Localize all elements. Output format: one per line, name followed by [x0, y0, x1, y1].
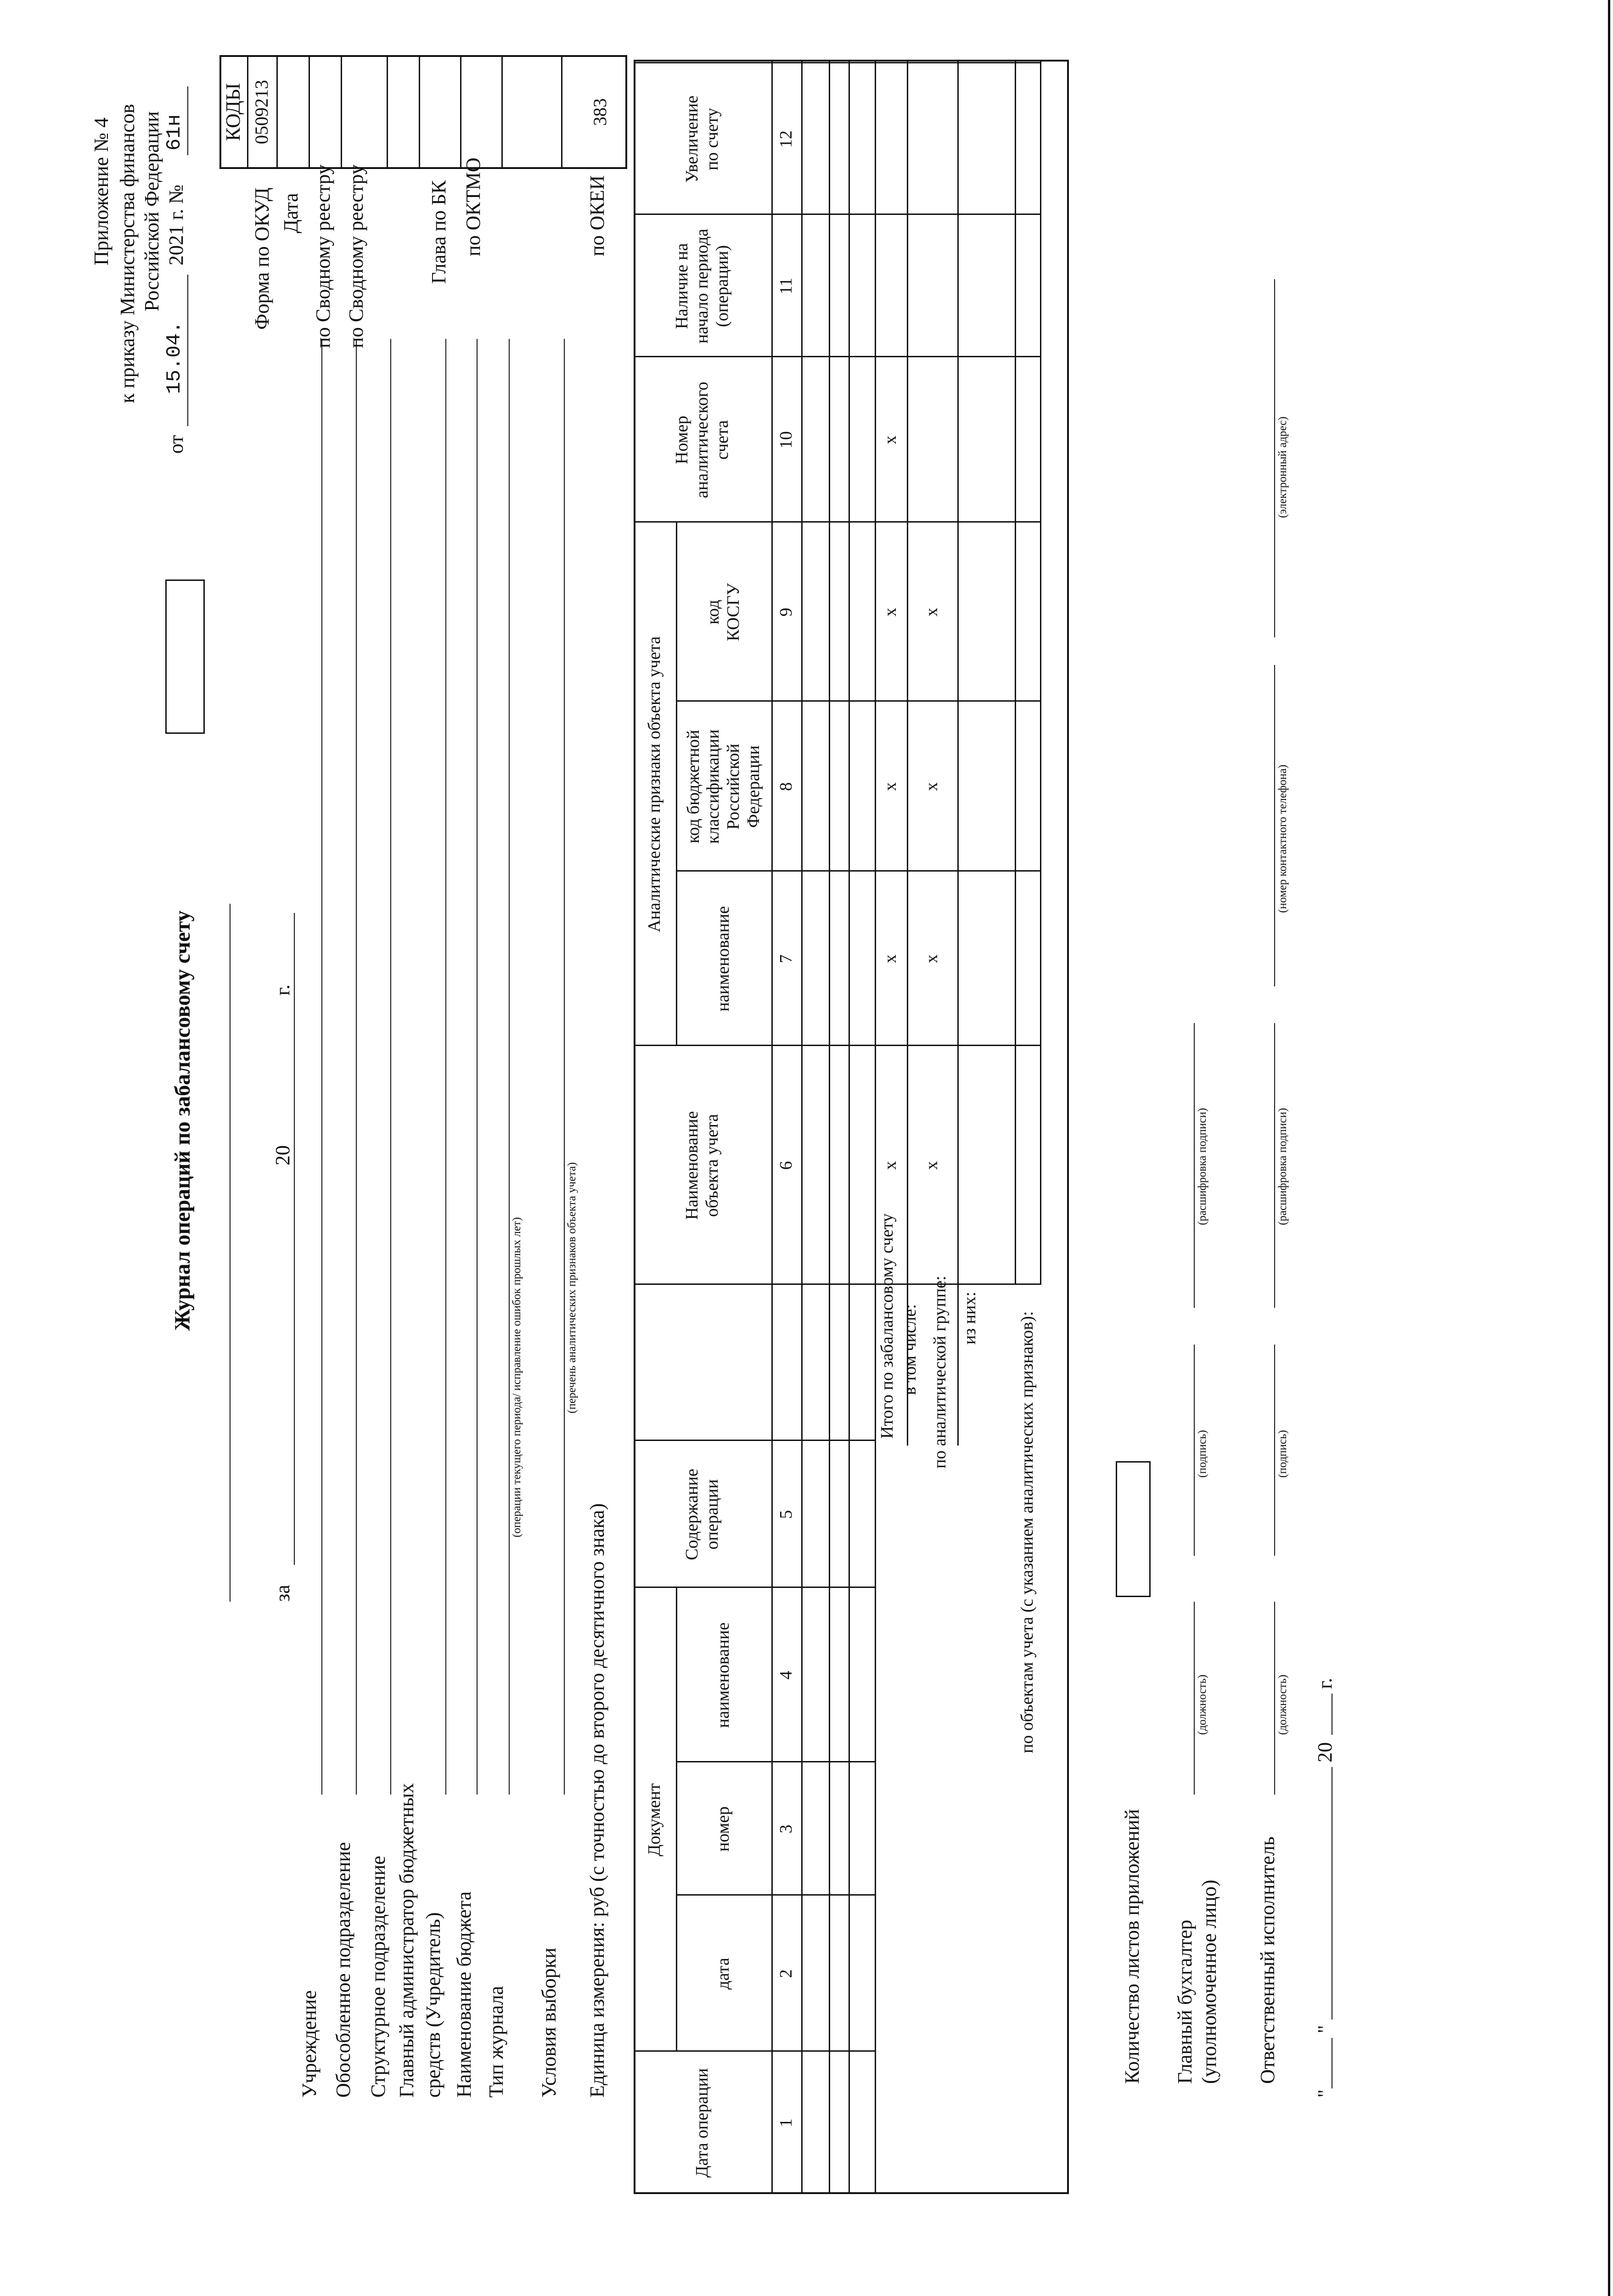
appendix-date-underline	[187, 275, 188, 426]
otv-isp-dolzhnost-line	[1274, 1602, 1275, 1795]
field-uchrezhdenie: Учреждение	[298, 1990, 320, 2098]
cross-total-7: x	[881, 954, 900, 963]
page-title: Журнал операций по забалансовому счету	[170, 910, 195, 1331]
table-row2-bottom	[849, 60, 850, 2194]
field-strukturnoe-line	[390, 339, 391, 1795]
glav-buh-dolzhnost-line	[1194, 1602, 1195, 1795]
codes-svod1-label: по Сводному реестру	[312, 164, 334, 348]
field-edinica: Единица измерения: руб (с точностью до второго десятичного знака)	[586, 1503, 608, 2098]
field-glavny-2: средств (Учредитель)	[422, 1912, 444, 2098]
th-an-name: наименование	[714, 906, 733, 1012]
cross-analit-6: x	[922, 1161, 942, 1170]
kol-listov-box	[1116, 1461, 1151, 1597]
table-colnum-bottom	[801, 60, 803, 2194]
codes-sep-8	[501, 55, 503, 169]
codes-sep-6	[419, 55, 420, 169]
codes-sep-4	[341, 55, 342, 169]
appendix-number-underline	[187, 86, 188, 155]
po-analit-label: по аналитической группе:	[930, 1276, 950, 1469]
field-usloviya-line	[564, 339, 565, 1795]
codes-sep-5	[387, 55, 388, 169]
otv-isp-podpis-hint: (подпись)	[1276, 1430, 1289, 1478]
field-tip-zhurnala: Тип журнала	[485, 1986, 507, 2098]
cross-total-6: x	[881, 1161, 900, 1170]
otv-isp-email-line	[1274, 279, 1275, 637]
cross-total-8: x	[881, 782, 900, 791]
otv-isp-podpis-line	[1274, 1345, 1275, 1556]
codes-glava-label: Глава по БК	[427, 180, 450, 284]
colnum-4: 4	[776, 1671, 796, 1680]
th-doc-date: дата	[714, 1958, 733, 1990]
th-kosgu: код КОСГУ	[703, 583, 743, 642]
colnum-9: 9	[776, 608, 796, 617]
extra-columns	[634, 0, 1065, 60]
colnum-1: 1	[776, 2118, 796, 2127]
codes-date-label: Дата	[280, 193, 302, 233]
table-obj-row1-bottom	[1015, 60, 1016, 1285]
period-za-label: за	[271, 1585, 294, 1602]
field-tip-hint: (операции текущего периода/ исправление ошибок прошлых лет)	[511, 1217, 523, 1537]
appendix-line1: Приложение № 4	[90, 117, 112, 265]
field-naim-budzheta: Наименование бюджета	[453, 1891, 475, 2098]
colnum-11: 11	[776, 277, 796, 295]
colnum-8: 8	[776, 782, 796, 791]
codes-okud-value: 0509213	[251, 80, 272, 144]
glav-buh-rassh-hint: (расшифровка подписи)	[1196, 1108, 1208, 1225]
codes-oktmo-label: по ОКТМО	[462, 158, 484, 256]
th-object-name: Наименование объекта учета	[682, 1111, 722, 1220]
cross-total-9: x	[881, 608, 900, 617]
otv-isp-telefon-line	[1274, 665, 1275, 986]
glav-buh-podpis-line	[1194, 1345, 1195, 1556]
colnum-2: 2	[776, 1969, 796, 1978]
appendix-number: 61н	[163, 114, 186, 151]
period-g: г.	[271, 984, 294, 996]
field-obosoblennoe-line	[356, 339, 357, 1795]
colnum-5: 5	[776, 1510, 796, 1519]
codes-box	[219, 55, 627, 169]
appendix-date: 15.04.	[163, 321, 186, 394]
table-obj-row2-bottom	[1040, 60, 1041, 1285]
kol-listov-label: Количество листов приложений	[1121, 1809, 1143, 2084]
codes-sep-9	[561, 55, 562, 169]
iz-nih-label: из них:	[960, 1291, 979, 1345]
th-increase: Увеличение по счету	[682, 95, 722, 183]
date-twenty: 20	[1314, 1742, 1336, 1762]
cross-total-10: x	[881, 435, 900, 445]
field-tip-line	[509, 339, 510, 1795]
th-document: Документ	[645, 1783, 664, 1857]
glav-buh-rassh-line	[1194, 1023, 1195, 1308]
colnum-3: 3	[776, 1824, 796, 1834]
appendix-year: 2021 г. №	[165, 184, 187, 265]
otv-isp-label: Ответственный исполнитель	[1256, 1836, 1279, 2084]
th-analytic-account: Номер аналитического счета	[672, 382, 732, 498]
field-obosoblennoe: Обособленное подразделение	[332, 1842, 354, 2098]
otv-isp-rassh-hint: (расшифровка подписи)	[1276, 1108, 1289, 1225]
cross-analit-7: x	[922, 954, 942, 963]
codes-okud-label: Форма по ОКУД	[251, 187, 273, 330]
codes-okei-label: по ОКЕИ	[586, 175, 608, 256]
cross-analit-9: x	[922, 608, 942, 617]
period-twenty: 20	[271, 1145, 294, 1165]
codes-header: КОДЫ	[221, 83, 244, 141]
glav-buh-podpis-hint: (подпись)	[1196, 1430, 1208, 1478]
otv-isp-telefon-hint: (номер контактного телефона)	[1276, 765, 1289, 913]
codes-sep-3	[309, 55, 310, 169]
th-analytic: Аналитические признаки объекта учета	[645, 636, 664, 933]
v-tom-chisle-label: в том числе:	[900, 1304, 920, 1395]
table-row1-bottom	[829, 60, 830, 2194]
otv-isp-dolzhnost-hint: (должность)	[1276, 1674, 1289, 1735]
appendix-line2: к приказу Министерства финансов	[116, 104, 139, 403]
codes-sep-2	[276, 55, 278, 169]
field-strukturnoe: Структурное подразделение	[367, 1856, 389, 2098]
th-date-op: Дата операции	[692, 2068, 712, 2178]
date-quote-close: "	[1314, 2025, 1336, 2033]
po-obj-label: по объектам учета (с указанием аналитических признаков):	[1017, 1311, 1037, 1753]
table-analit-row-bottom	[957, 60, 959, 1446]
field-usloviya-hint: (перечень аналитических признаков объекта учета)	[566, 1162, 578, 1413]
colnum-12: 12	[776, 130, 796, 148]
th-content: Содержание операции	[682, 1469, 722, 1560]
colnum-7: 7	[776, 954, 796, 963]
otv-isp-rassh-line	[1274, 1023, 1275, 1308]
field-usloviya: Условия выборки	[538, 1947, 560, 2098]
appendix-from-label: от	[165, 435, 187, 454]
th-kbk: код бюджетной классификации Российской Федерации	[683, 729, 763, 844]
title-code-box	[165, 580, 205, 734]
colnum-10: 10	[776, 431, 796, 449]
field-glavny-line	[445, 339, 446, 1795]
glav-buh-dolzhnost-hint: (должность)	[1196, 1674, 1208, 1735]
glav-buh-label-1: Главный бухгалтер	[1174, 1919, 1196, 2084]
field-glavny-1: Главный администратор бюджетных	[395, 1783, 418, 2098]
appendix-line3: Российской Федерации	[141, 111, 163, 311]
th-doc-number: номер	[714, 1806, 733, 1852]
field-uchrezhdenie-line	[321, 339, 322, 1795]
cross-analit-8: x	[922, 782, 942, 791]
codes-okei-value: 383	[590, 98, 610, 126]
date-quote-open: "	[1314, 2089, 1336, 2098]
th-doc-name: наименование	[714, 1622, 733, 1728]
codes-svod2-label: по Сводному реестру	[345, 164, 367, 348]
period-year-line	[294, 1000, 295, 1133]
field-naim-budzheta-line	[477, 339, 478, 1795]
glav-buh-label-2: (уполномоченное лицо)	[1198, 1880, 1220, 2084]
date-g: г.	[1314, 1677, 1336, 1689]
colnum-6: 6	[776, 1161, 796, 1170]
otv-isp-email-hint: (электронный адрес)	[1276, 416, 1289, 518]
th-start-balance: Наличие на начало периода (операции)	[672, 228, 732, 344]
total-label: Итого по забалансовому счету	[877, 1213, 897, 1439]
codes-sep-7	[460, 55, 461, 169]
